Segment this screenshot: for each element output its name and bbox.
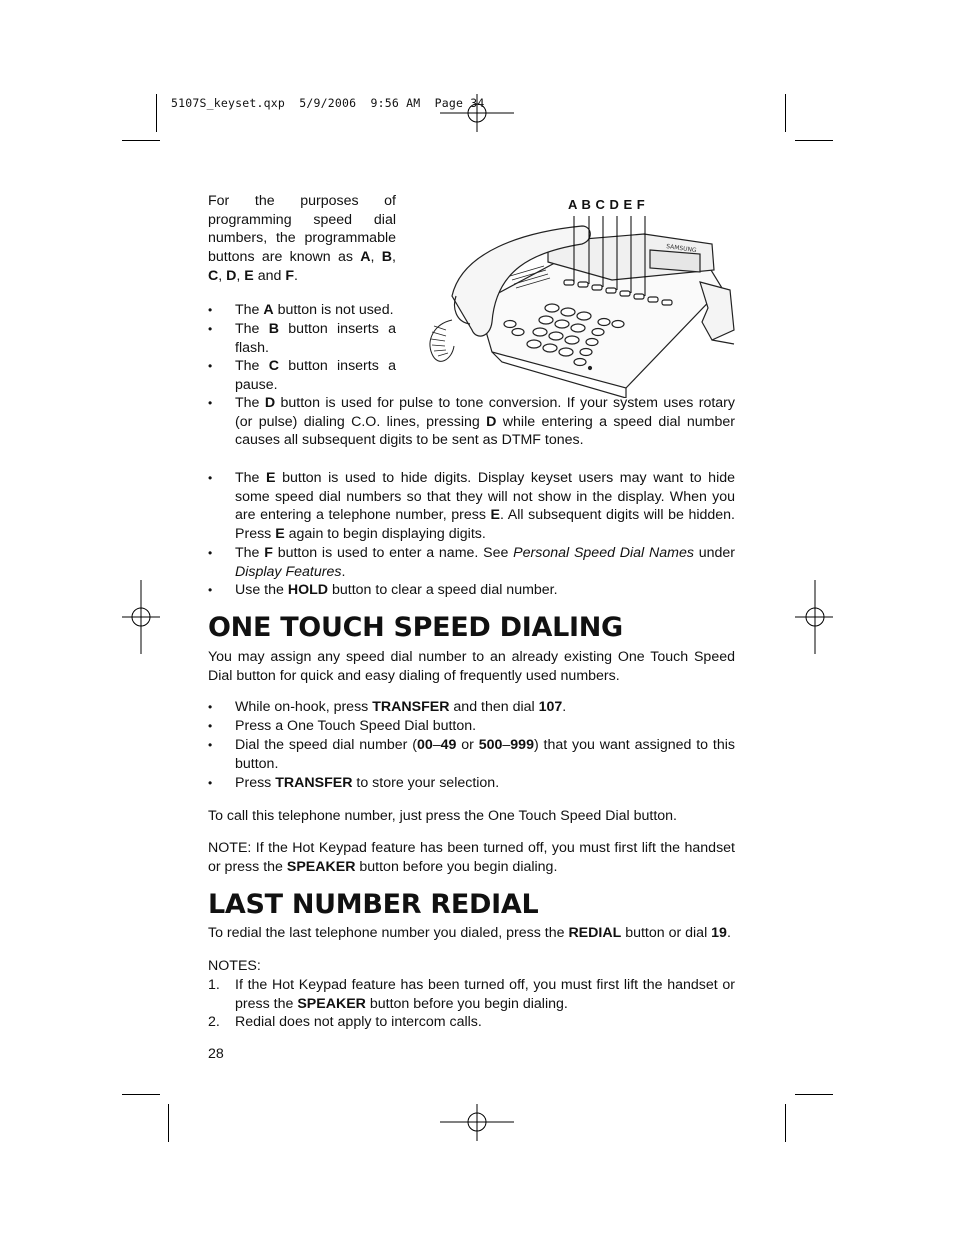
note-1: 1. If the Hot Keypad feature has been turned off, you must first lift the handset or press the SPEAKER button before you begin dialing. <box>208 977 735 1012</box>
phone-illustration <box>412 212 742 398</box>
heading-one-touch-speed-dialing: ONE TOUCH SPEED DIALING <box>208 612 623 643</box>
heading-last-number-redial: LAST NUMBER REDIAL <box>208 889 539 920</box>
button-letters-label: A B C D E F <box>568 197 646 212</box>
hot-keypad-note: NOTE: If the Hot Keypad feature has been turned off, you must first lift the handset or press the SPEAKER button before you begin dialing. <box>208 840 735 875</box>
bullet-d-text: The D button is used for pulse to tone conversion. If your system uses rotary (or pulse) dialing C.O. lines, pressing D while entering a speed dial number causes all subsequent digits to be sent as DTMF tones. <box>235 395 735 449</box>
page-number: 28 <box>208 1046 224 1062</box>
one-touch-intro: You may assign any speed dial number to an already existing One Touch Speed Dial button for quick and easy dialing of frequently used numbers. <box>208 649 735 684</box>
redial-text: To redial the last telephone number you dialed, press the REDIAL button or dial 19. <box>208 925 731 941</box>
note-2: 2. Redial does not apply to intercom calls. <box>208 1014 482 1030</box>
intro-paragraph: For the purposes of programming speed dial numbers, the programmable buttons are known as A, B, C, D, E and F. <box>208 193 396 284</box>
svg-text:SAMSUNG: SAMSUNG <box>665 243 697 255</box>
print-slug: 5107S_keyset.qxp 5/9/2006 9:56 AM Page 34 <box>171 96 485 110</box>
notes-label: NOTES: <box>208 958 261 974</box>
call-text: To call this telephone number, just press the One Touch Speed Dial button. <box>208 808 678 824</box>
